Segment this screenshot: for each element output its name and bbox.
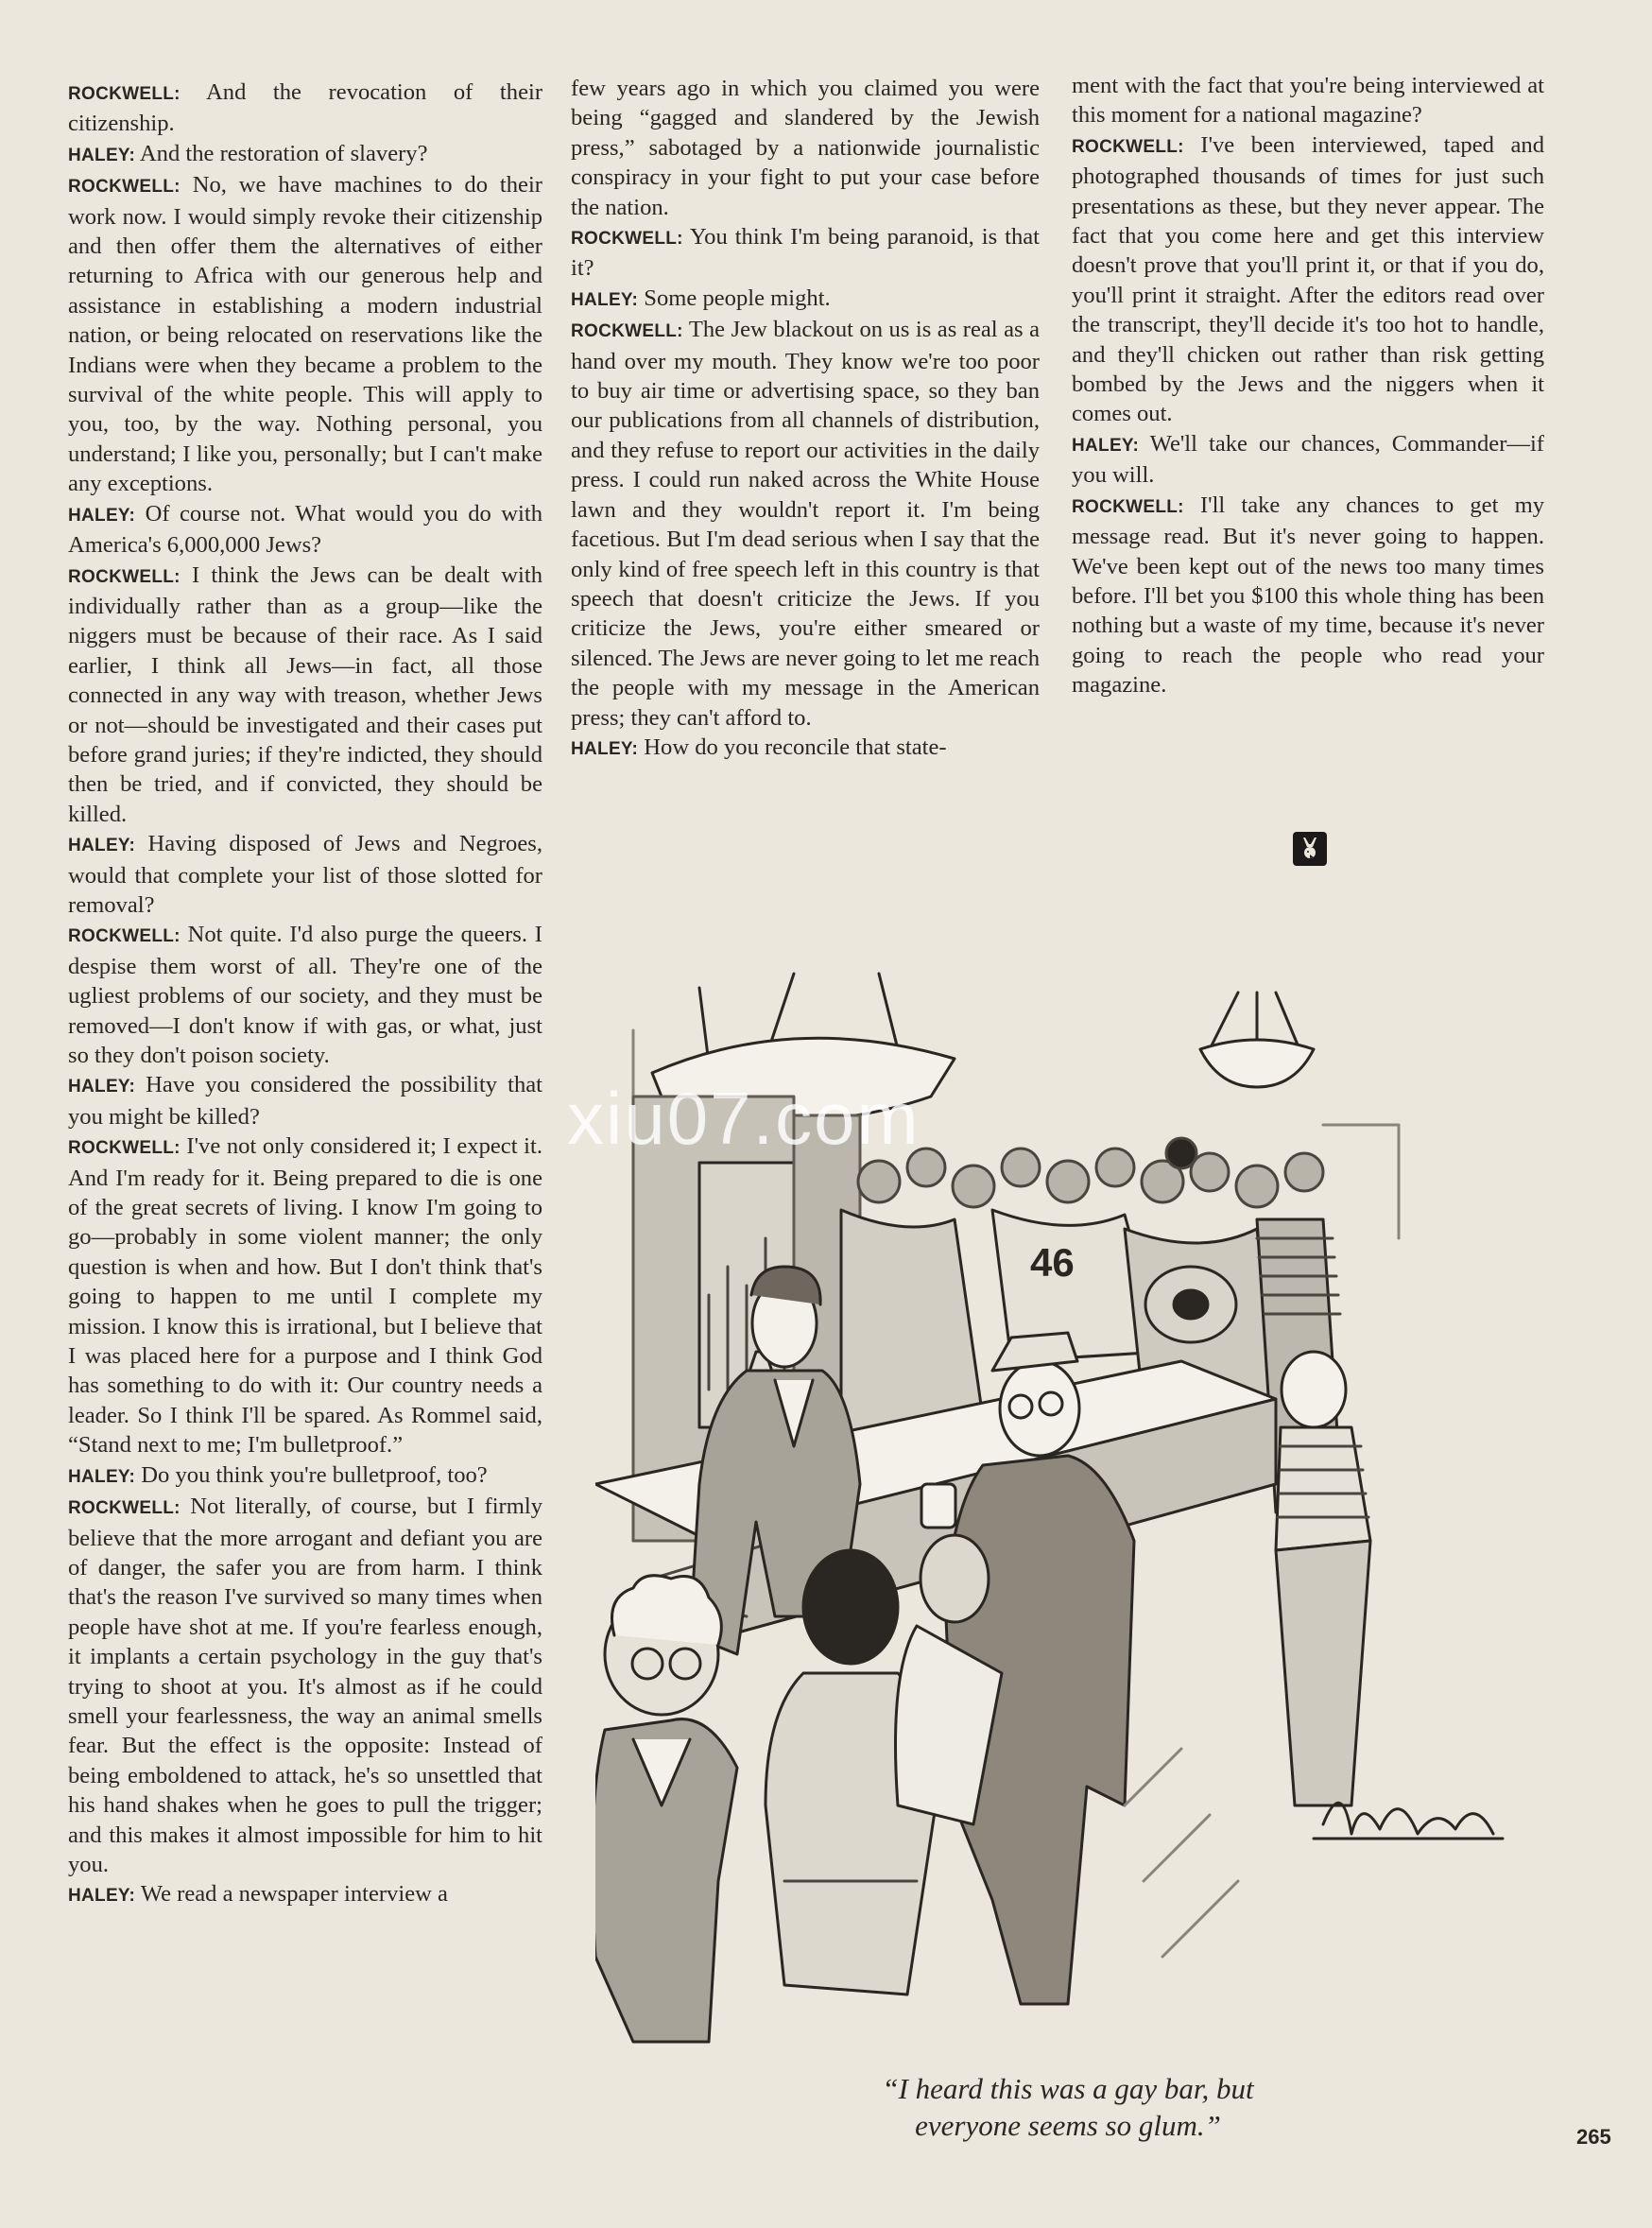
paragraph-text: The Jew blackout on us is as real as a hand over my mouth. They know we're too poor to buy air time or advertising space, so they ban our publications from all channels of distribution, and they refuse to report our activities in the daily press. I could run naked across the White House lawn and they wouldn't report it. I'm being facetious. But I'm dead serious when I say that the only kind of free speech left in this country is that speech that doesn't criticize the Jews. If you criticize the Jews, you're either smeared or silenced. The Jews are never going to let me reach the people with my message in the American press; they can't afford to. bbox=[571, 317, 1040, 731]
paragraph-text: And the revocation of their citizenship. bbox=[68, 79, 543, 137]
speaker-label: ROCKWELL: bbox=[68, 84, 181, 104]
interview-paragraph bbox=[571, 315, 1040, 733]
cartoon-caption bbox=[794, 2070, 1342, 2144]
interview-paragraph bbox=[1072, 429, 1544, 491]
caption-line-2: everyone seems so glum.” bbox=[915, 2109, 1221, 2142]
page-number: 265 bbox=[1576, 2125, 1611, 2149]
paragraph-text: Not literally, of course, but I firmly believe that the more arrogant and defiant you are of danger, the safer you are from harm. I think that's the reason I've survived so many times when people have shot at me. If you're fearless enough, it implants a certain psychology in the guy that's trying to shoot at you. It's almost as if he could smell your fearlessness, the way an animal smells fear. But the effect is the opposite: Instead of being emboldened to attack, he's so unsettled that his hand shakes when he goes to pull the trigger; and this makes it almost impossible for him to hit you. bbox=[68, 1494, 542, 1877]
text-column-2 bbox=[571, 74, 1040, 764]
interview-paragraph bbox=[68, 1879, 542, 1910]
text-column-3 bbox=[1072, 71, 1544, 700]
interview-paragraph bbox=[571, 74, 1040, 222]
speaker-label: HALEY: bbox=[571, 738, 639, 759]
speaker-label: HALEY: bbox=[1072, 435, 1140, 456]
speaker-label: ROCKWELL: bbox=[571, 321, 683, 342]
paragraph-text: And the restoration of slavery? bbox=[139, 140, 428, 166]
paragraph-text: I'll take any chances to get my message read. But it's never going to happen. We've been kept out of the news too many times before. I'll bet you $100 this whole thing has been nothing but a waste of my time, because it's never going to reach the people who read your magazine. bbox=[1072, 492, 1544, 699]
paragraph-text: Having disposed of Jews and Negroes, would that complete your list of those slotted for removal? bbox=[68, 831, 542, 918]
speaker-label: HALEY: bbox=[571, 289, 639, 310]
interview-paragraph bbox=[571, 284, 1040, 315]
interview-paragraph bbox=[68, 829, 542, 920]
interview-paragraph bbox=[68, 561, 542, 830]
speaker-label: ROCKWELL: bbox=[1072, 496, 1184, 517]
interview-paragraph bbox=[68, 1070, 542, 1131]
interview-paragraph bbox=[1072, 130, 1544, 429]
interview-paragraph bbox=[68, 499, 542, 561]
paragraph-text: ment with the fact that you're being interviewed at this moment for a national magazine? bbox=[1072, 73, 1544, 129]
paragraph-text: few years ago in which you claimed you were being “gagged and slandered by the Jewish press,” sabotaged by a nationwide journalistic conspiracy in your fight to put your case before the nation. bbox=[571, 76, 1040, 220]
interview-paragraph bbox=[68, 920, 542, 1070]
speaker-label: HALEY: bbox=[68, 1466, 136, 1487]
paragraph-text: Of course not. What would you do with America's 6,000,000 Jews? bbox=[68, 500, 542, 559]
interview-paragraph bbox=[68, 1460, 542, 1492]
interview-paragraph bbox=[68, 1131, 542, 1459]
interview-paragraph bbox=[571, 222, 1040, 284]
speaker-label: HALEY: bbox=[68, 145, 136, 165]
speaker-label: ROCKWELL: bbox=[68, 1498, 181, 1519]
speaker-label: HALEY: bbox=[68, 1077, 136, 1097]
speaker-label: ROCKWELL: bbox=[68, 1138, 181, 1159]
paragraph-text: Some people might. bbox=[644, 285, 831, 311]
interview-paragraph bbox=[1072, 71, 1544, 130]
speaker-label: HALEY: bbox=[68, 1886, 136, 1907]
text-column-1 bbox=[68, 78, 542, 1911]
paragraph-text: Do you think you're bulletproof, too? bbox=[141, 1461, 488, 1488]
speaker-label: ROCKWELL: bbox=[68, 177, 181, 198]
paragraph-text: How do you reconcile that state- bbox=[644, 734, 947, 760]
speaker-label: ROCKWELL: bbox=[68, 926, 181, 947]
interview-paragraph bbox=[68, 1492, 542, 1879]
paragraph-text: We'll take our chances, Commander—if you will. bbox=[1072, 430, 1544, 489]
interview-paragraph bbox=[68, 139, 542, 170]
paragraph-text: We read a newspaper interview a bbox=[140, 1881, 448, 1908]
paragraph-text: I've been interviewed, taped and photographed thousands of times for just such presentations as these, but they never appear. The fact that you come here and get this interview doesn't prove that you'll print it, or that if you do, you'll print it straight. After the editors read over the transcript, they'll decide it's too hot to handle, and they'll chicken out rather than risk getting bombed by the Jews and the niggers when it comes out. bbox=[1072, 131, 1544, 427]
jersey-number: 46 bbox=[1030, 1240, 1075, 1285]
paragraph-text: I've not only considered it; I expect it. And I'm ready for it. Being prepared to die is one of the great secrets of living. I know I'm going to go—probably in some violent manner; the only question is when and how. But I don't think that's going to happen to me until I complete my mission. I know this is irrational, but I believe that I was placed here for a purpose and I think God has something to do with it: Our country needs a leader. So I think I'll be spared. As Rommel said, “Stand next to me; I'm bulletproof.” bbox=[68, 1133, 542, 1459]
paragraph-text: Have you considered the possibility that you might be killed? bbox=[68, 1072, 542, 1130]
paragraph-text: Not quite. I'd also purge the queers. I despise them worst of all. They're one of the ugliest problems of our society, and they must be removed—I don't know if with gas, or what, just so they don't poison society. bbox=[68, 922, 542, 1068]
interview-paragraph bbox=[68, 170, 542, 498]
paragraph-text: I think the Jews can be dealt with individually rather than as a group—like the niggers must be because of their race. As I said earlier, I think all Jews—in fact, all those connected in any way with treason, whether Jews or not—should be investigated and their cases put before grand juries; if they're indicted, they should then be tried, and if convicted, they should be killed. bbox=[68, 561, 542, 827]
interview-paragraph bbox=[68, 78, 542, 139]
paragraph-text: You think I'm being paranoid, is that it? bbox=[571, 224, 1040, 282]
paragraph-text: No, we have machines to do their work now. I would simply revoke their citizenship and then offer them the alternatives of either returning to Africa with our generous help and assistance in establishing a modern industrial nation, or being relocated on reservations like the Indians were when they became a problem to the survival of the white people. This will apply to you, too, by the way. Nothing personal, you understand; I like you, personally; but I can't make any exceptions. bbox=[68, 172, 542, 497]
rabbit-head-icon bbox=[1293, 832, 1327, 866]
speaker-label: HALEY: bbox=[68, 836, 136, 856]
speaker-label: ROCKWELL: bbox=[571, 229, 683, 250]
speaker-label: ROCKWELL: bbox=[1072, 136, 1184, 157]
interview-paragraph bbox=[571, 733, 1040, 764]
speaker-label: ROCKWELL: bbox=[68, 566, 181, 587]
speaker-label: HALEY: bbox=[68, 505, 136, 526]
caption-line-1: “I heard this was a gay bar, but bbox=[882, 2072, 1254, 2105]
watermark: xiu07.com bbox=[567, 1077, 921, 1160]
interview-paragraph bbox=[1072, 491, 1544, 700]
